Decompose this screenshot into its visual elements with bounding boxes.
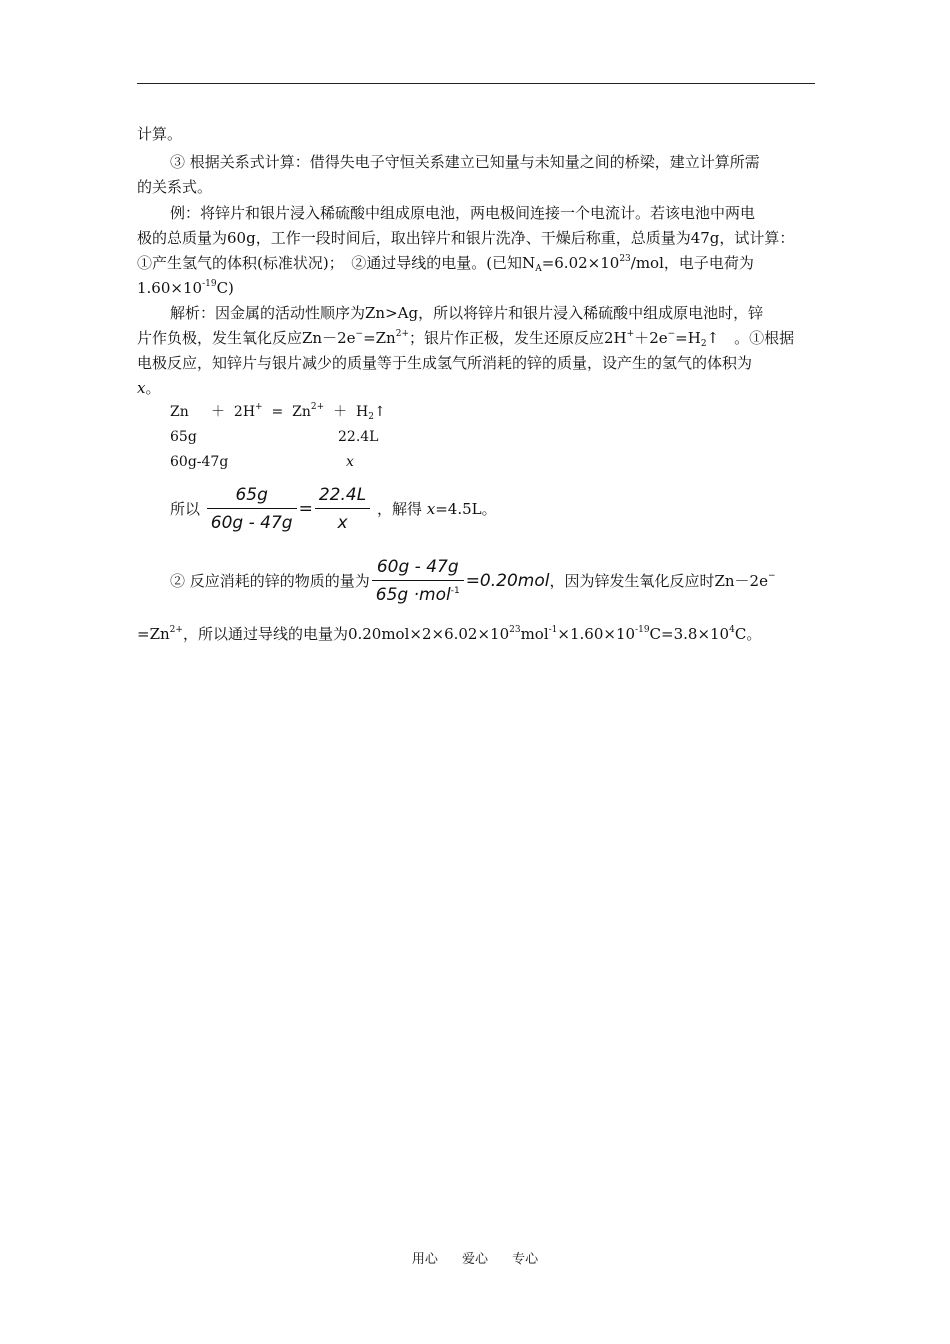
example-line: ①产生氢气的体积(标准状况)； ②通过导线的电量。(已知$N_A=6.02\times 10^{23}$/mol，电子电荷为 — [137, 254, 754, 274]
equation-row: 60g-47g — [170, 454, 229, 470]
example-line: 极的总质量为60g，工作一段时间后，取出锌片和银片洗净、干燥后称重，总质量为47g，试计算： — [137, 229, 795, 247]
header-rule — [137, 83, 815, 84]
analysis-line: x。 — [137, 379, 161, 397]
footer-text: 专心 — [512, 1252, 539, 1267]
fraction: $\frac{65g}{60g - 47g}$ — [207, 484, 297, 534]
footer-text: 爱心 — [461, 1252, 488, 1267]
analysis-line: 片作负极，发生氧化反应$Zn-2e^-=Zn^{2+}$；银片作正极，发生还原反应$2H^++2e^-=H_2↑$ 。①根据 — [137, 329, 795, 349]
part2-line: $=Zn^{2+}$，所以通过导线的电量为$0.20mol\times 2\times 6.02\times 10^{23}mol^{-1}\times 1.60\times 10^{-19}C=3.8\times 10^4C$。 — [137, 625, 762, 643]
paragraph-line: 计算。 — [137, 125, 183, 143]
example-line: 例：将锌片和银片浸入稀硫酸中组成原电池，两电极间连接一个电流计。若该电池中两电 — [170, 204, 756, 222]
part2-line: ② 反应消耗的锌的物质的量为 $\frac{60g - 47g}{65g \cdot mol^{-1}}$ =0.20mol，因为锌发生氧化反应时Zn－2e− — [170, 557, 776, 605]
fraction: $\frac{22.4L}{x}$ — [315, 484, 370, 534]
fraction: $\frac{60g - 47g}{65g \cdot mol^{-1}}$ — [372, 556, 464, 606]
page-footer — [0, 1248, 950, 1267]
analysis-line: 电极反应，知锌片与银片减少的质量等于生成氢气所消耗的锌的质量，设产生的氢气的体积为 — [137, 354, 753, 372]
equation-row: 22.4L — [338, 429, 379, 445]
equation-row: Zn ＋ $2H^+ = Zn^{2+}$ ＋ $H_2↑$ — [170, 402, 386, 422]
analysis-line: 解析：因金属的活动性顺序为Zn>Ag，所以将锌片和银片浸入稀硫酸中组成原电池时，锌 — [170, 304, 764, 322]
footer-text: 用心 — [411, 1252, 438, 1267]
example-line: $1.60\times 10^{-19}C$) — [137, 279, 234, 297]
paragraph-line: 的关系式。 — [137, 178, 213, 196]
solution-line: 所以 $\frac{65g}{60g - 47g}$ = $\frac{22.4L}{x}$ ，解得 x=4.5L。 — [170, 485, 497, 533]
paragraph-line: ③ 根据关系式计算：借得失电子守恒关系建立已知量与未知量之间的桥梁，建立计算所需 — [170, 153, 760, 171]
equation-row: 65g — [170, 429, 197, 445]
equation-row: x — [346, 454, 354, 470]
